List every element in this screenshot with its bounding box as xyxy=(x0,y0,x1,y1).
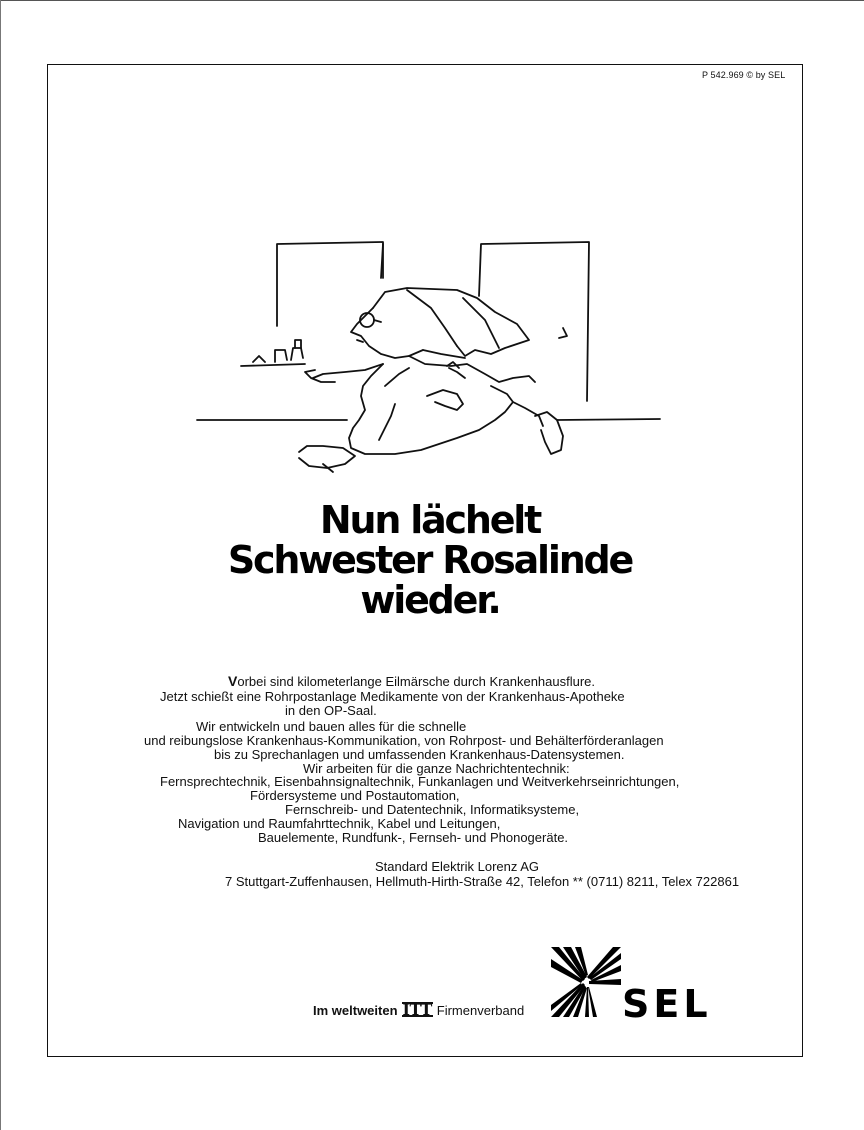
body-line-11: Navigation und Raumfahrttechnik, Kabel und Leitungen, xyxy=(178,816,501,831)
sel-logo-text: SEL xyxy=(622,982,712,1026)
page-edge-top xyxy=(0,0,864,1)
body-line-5: und reibungslose Krankenhaus-Kommunikation, von Rohrpost- und Behälterförderanlagen xyxy=(144,733,664,748)
running-nurse-illustration-icon xyxy=(195,236,665,476)
body-line-12: Bauelemente, Rundfunk-, Fernseh- und Phonogeräte. xyxy=(258,830,569,845)
footer-suffix: Firmenverband xyxy=(436,1003,525,1018)
headline-line-1: Nun lächelt xyxy=(319,498,541,542)
body-line-2: Jetzt schießt eine Rohrpostanlage Medikamente von der Krankenhaus-Apotheke xyxy=(160,689,625,704)
body-lead-letter: V xyxy=(228,673,238,689)
body-line-8: Fernsprechtechnik, Eisenbahnsignaltechnik, Funkanlagen und Weitverkehrseinrichtungen, xyxy=(160,774,680,789)
headline-line-3: wieder. xyxy=(360,578,500,622)
body-line-10: Fernschreib- und Datentechnik, Informatiksysteme, xyxy=(285,802,580,817)
footer-prefix: Im weltweiten xyxy=(313,1003,398,1018)
headline-line-2: Schwester Rosalinde xyxy=(227,538,633,582)
body-line-1-text: orbei sind kilometerlange Eilmärsche durch Krankenhausflure. xyxy=(237,674,596,689)
reference-code: P 542.969 © by SEL xyxy=(702,70,786,80)
body-line-3: in den OP-Saal. xyxy=(285,703,377,718)
headline xyxy=(150,500,710,620)
body-line-7: Wir arbeiten für die ganze Nachrichtentechnik: xyxy=(303,761,570,776)
page-edge-left xyxy=(0,0,1,1130)
footer-tagline xyxy=(313,1002,524,1018)
body-line-6: bis zu Sprechanlagen und umfassenden Krankenhaus-Datensystemen. xyxy=(214,747,625,762)
sel-starburst-logo-icon xyxy=(549,945,623,1019)
body-line-4: Wir entwickeln und bauen alles für die schnelle xyxy=(196,719,467,734)
company-name: Standard Elektrik Lorenz AG xyxy=(375,859,540,874)
body-line-1 xyxy=(228,674,595,689)
body-line-9: Fördersysteme und Postautomation, xyxy=(250,788,460,803)
itt-logo: ITT xyxy=(402,1000,432,1019)
company-address: 7 Stuttgart-Zuffenhausen, Hellmuth-Hirth-Straße 42, Telefon ** (0711) 8211, Telex 722861 xyxy=(225,874,740,889)
